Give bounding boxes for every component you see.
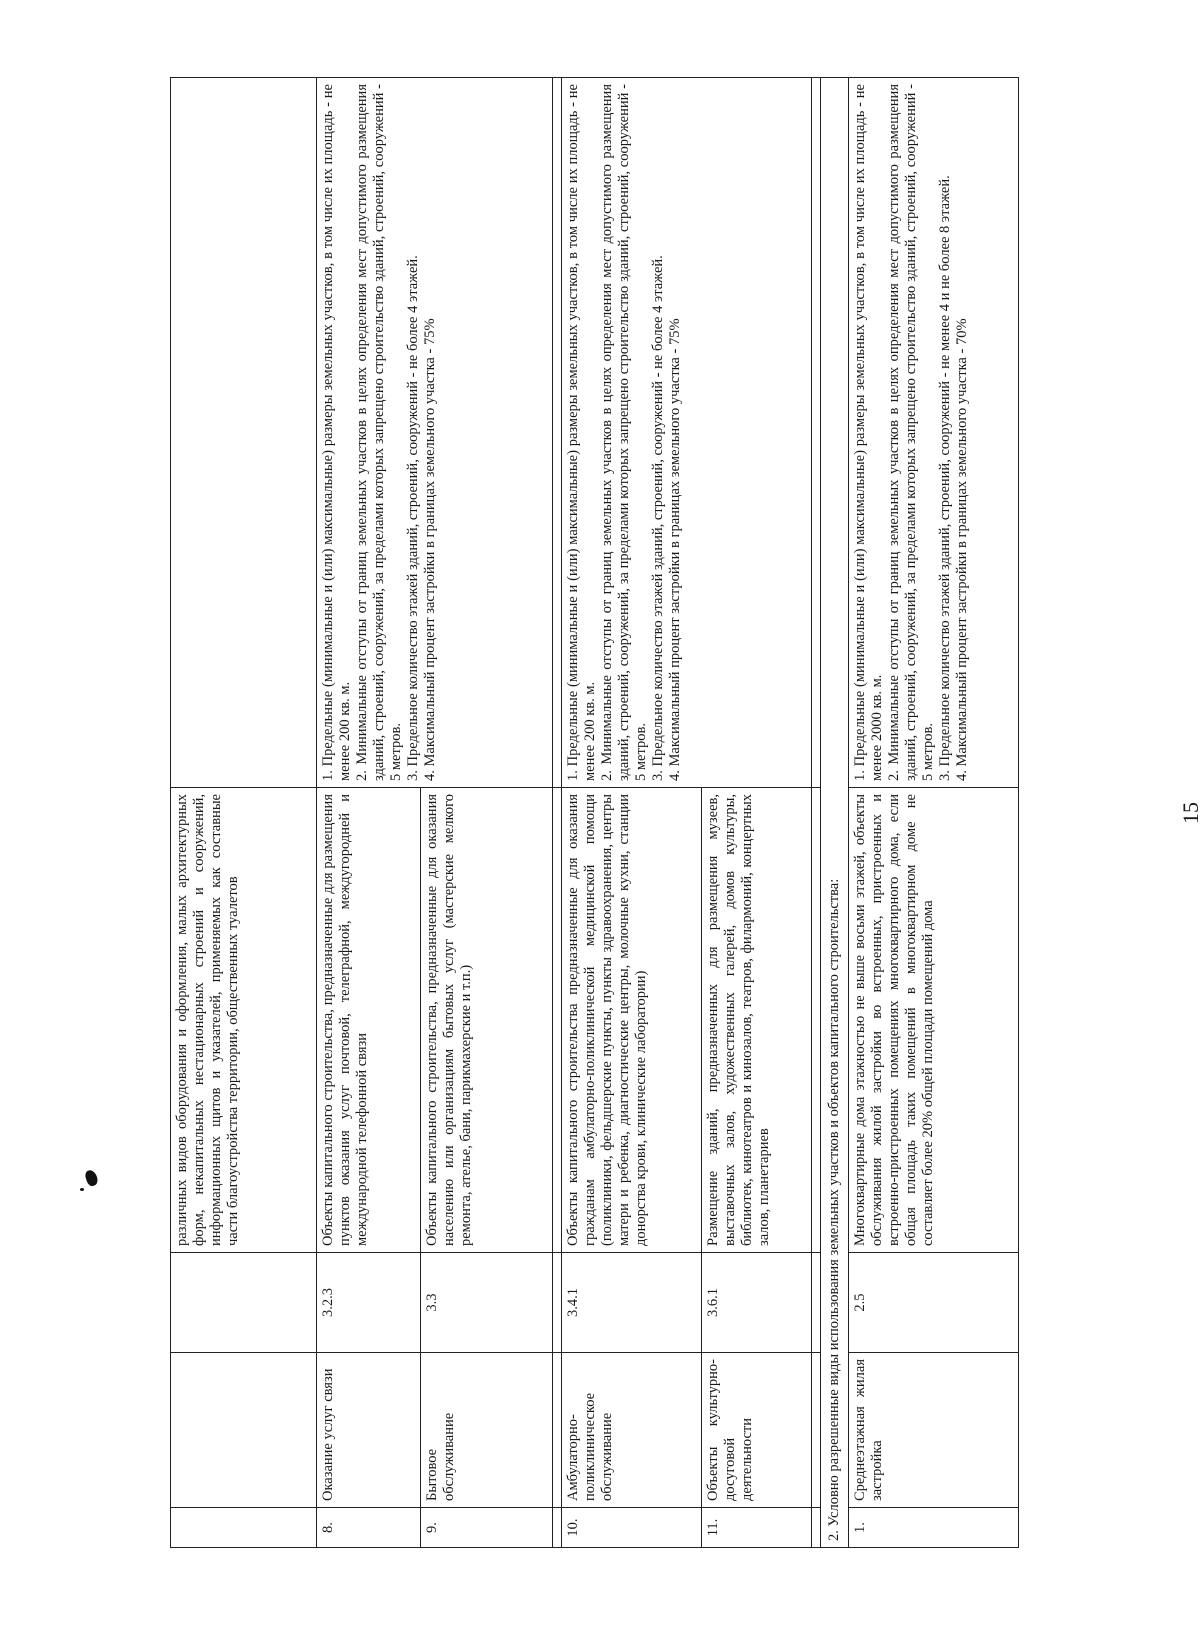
zoning-table xyxy=(170,77,1019,1548)
use-description: Объекты капитального строительства, предназначенные для размещения пунктов оказания услуг почтовой, телеграфной, междугородней и международной телефонной связи xyxy=(317,788,421,1253)
regulation-cell-empty xyxy=(171,78,317,788)
rotated-content xyxy=(170,78,1203,1548)
table-gap xyxy=(812,78,821,1548)
row-number: 9. xyxy=(421,1508,553,1548)
regulation-line: 1. Предельные (минимальные и (или) максимальные) размеры земельных участков, в том числе их площадь - не менее 2000 кв. м. xyxy=(852,84,885,781)
use-name: Оказание услуг связи xyxy=(317,1353,421,1508)
row-number: 8. xyxy=(317,1508,421,1548)
table-gap xyxy=(553,78,562,1548)
page-number: 15 xyxy=(1178,802,1203,824)
use-code: 3.6.1 xyxy=(702,1253,812,1353)
regulation-line: 3. Предельное количество этажей зданий, строений, сооружений - не более 4 этажей. xyxy=(405,255,421,781)
use-code: 3.4.1 xyxy=(562,1253,702,1353)
use-name: Среднеэтажная жилая застройка xyxy=(849,1353,1019,1508)
table-row xyxy=(562,78,702,1548)
use-description: Объекты капитального строительства, предназначенные для оказания населению или организациям бытовых услуг (мастерские мелкого ремонта, ателье, бани, парикмахерские и т.п.) xyxy=(421,788,553,1253)
regulation-line: 2. Минимальные отступы от границ земельных участков в целях определения мест допустимого размещения зданий, строений, сооружений, за пределами которых запрещено строительство зданий, строений, сооружений - 5 метров. xyxy=(599,84,649,781)
scan-speck xyxy=(84,1169,100,1188)
row-number xyxy=(171,1508,317,1548)
use-code xyxy=(171,1253,317,1353)
row-number: 11. xyxy=(702,1508,812,1548)
regulation-line: 4. Максимальный процент застройки в границах земельного участка - 70% xyxy=(954,318,970,781)
use-name: Бытовое обслуживание xyxy=(421,1353,553,1508)
regulation-line: 4. Максимальный процент застройки в границах земельного участка - 75% xyxy=(667,318,683,781)
regulation-line: 1. Предельные (минимальные и (или) максимальные) размеры земельных участков, в том числе их площадь - не менее 200 кв. м. xyxy=(565,84,598,781)
table-row xyxy=(317,78,421,1548)
use-name xyxy=(171,1353,317,1508)
row-number: 1. xyxy=(849,1508,1019,1548)
use-description: Объекты капитального строительства предназначенные для оказания гражданам амбулаторно-поликлинической медицинской помощи (поликлиники, фельдшерские пункты, пункты здравоохранения, центры матери и ребенка, диагностические центры, молочные кухни, станции донорства крови, клинические лаборатории) xyxy=(562,788,702,1253)
regulations-group-c xyxy=(849,78,1019,788)
use-description: Многоквартирные дома этажностью не выше восьми этажей, объекты обслуживания жилой застройки во встроенных, пристроенных и встроенно-пристроенных помещениях многоквартирного дома, если общая площадь таких помещений в многоквартирном доме не составляет более 20% общей площади помещений дома xyxy=(849,788,1019,1253)
regulation-line: 1. Предельные (минимальные и (или) максимальные) размеры земельных участков, в том числе их площадь - не менее 200 кв. м. xyxy=(320,84,353,781)
use-name: Амбулаторно-поликлиническое обслуживание xyxy=(562,1353,702,1508)
section-2-title: 2. Условно разрешенные виды использования земельных участков и объектов капитального строительства: xyxy=(821,78,849,1548)
table-row xyxy=(849,78,1019,1548)
regulation-line: 3. Предельное количество этажей зданий, строений, сооружений - не менее 4 и не более 8 этажей. xyxy=(937,175,953,781)
regulation-line: 2. Минимальные отступы от границ земельных участков в целях определения мест допустимого размещения зданий, строений, сооружений, за пределами которых запрещено строительство зданий, строений, сооружений - 5 метров. xyxy=(886,84,936,781)
use-name: Объекты культурно-досуговой деятельности xyxy=(702,1353,812,1508)
use-description: различных видов оборудования и оформления, малых архитектурных форм, некапитальных нестационарных строений и сооружений, информационных щитов и указателей, применяемых как составные части благоустройства территории, общественных туалетов xyxy=(171,788,317,1253)
regulations-group-b xyxy=(562,78,812,788)
use-code: 3.2.3 xyxy=(317,1253,421,1353)
table-row xyxy=(171,78,317,1548)
regulation-line: 2. Минимальные отступы от границ земельных участков в целях определения мест допустимого размещения зданий, строений, сооружений, за пределами которых запрещено строительство зданий, строений, сооружений - 5 метров. xyxy=(354,84,404,781)
use-code: 3.3 xyxy=(421,1253,553,1353)
use-code: 2.5 xyxy=(849,1253,1019,1353)
section-heading-row xyxy=(821,78,849,1548)
regulations-group-a xyxy=(317,78,553,788)
scan-speck-dot xyxy=(80,1188,84,1191)
regulation-line: 3. Предельное количество этажей зданий, строений, сооружений - не более 4 этажей. xyxy=(650,255,666,781)
regulation-line: 4. Максимальный процент застройки в границах земельного участка - 75% xyxy=(422,318,438,781)
row-number: 10. xyxy=(562,1508,702,1548)
use-description: Размещение зданий, предназначенных для размещения музеев, выставочных залов, художественных галерей, домов культуры, библиотек, кинотеатров и кинозалов, театров, филармоний, концертных залов, планетариев xyxy=(702,788,812,1253)
